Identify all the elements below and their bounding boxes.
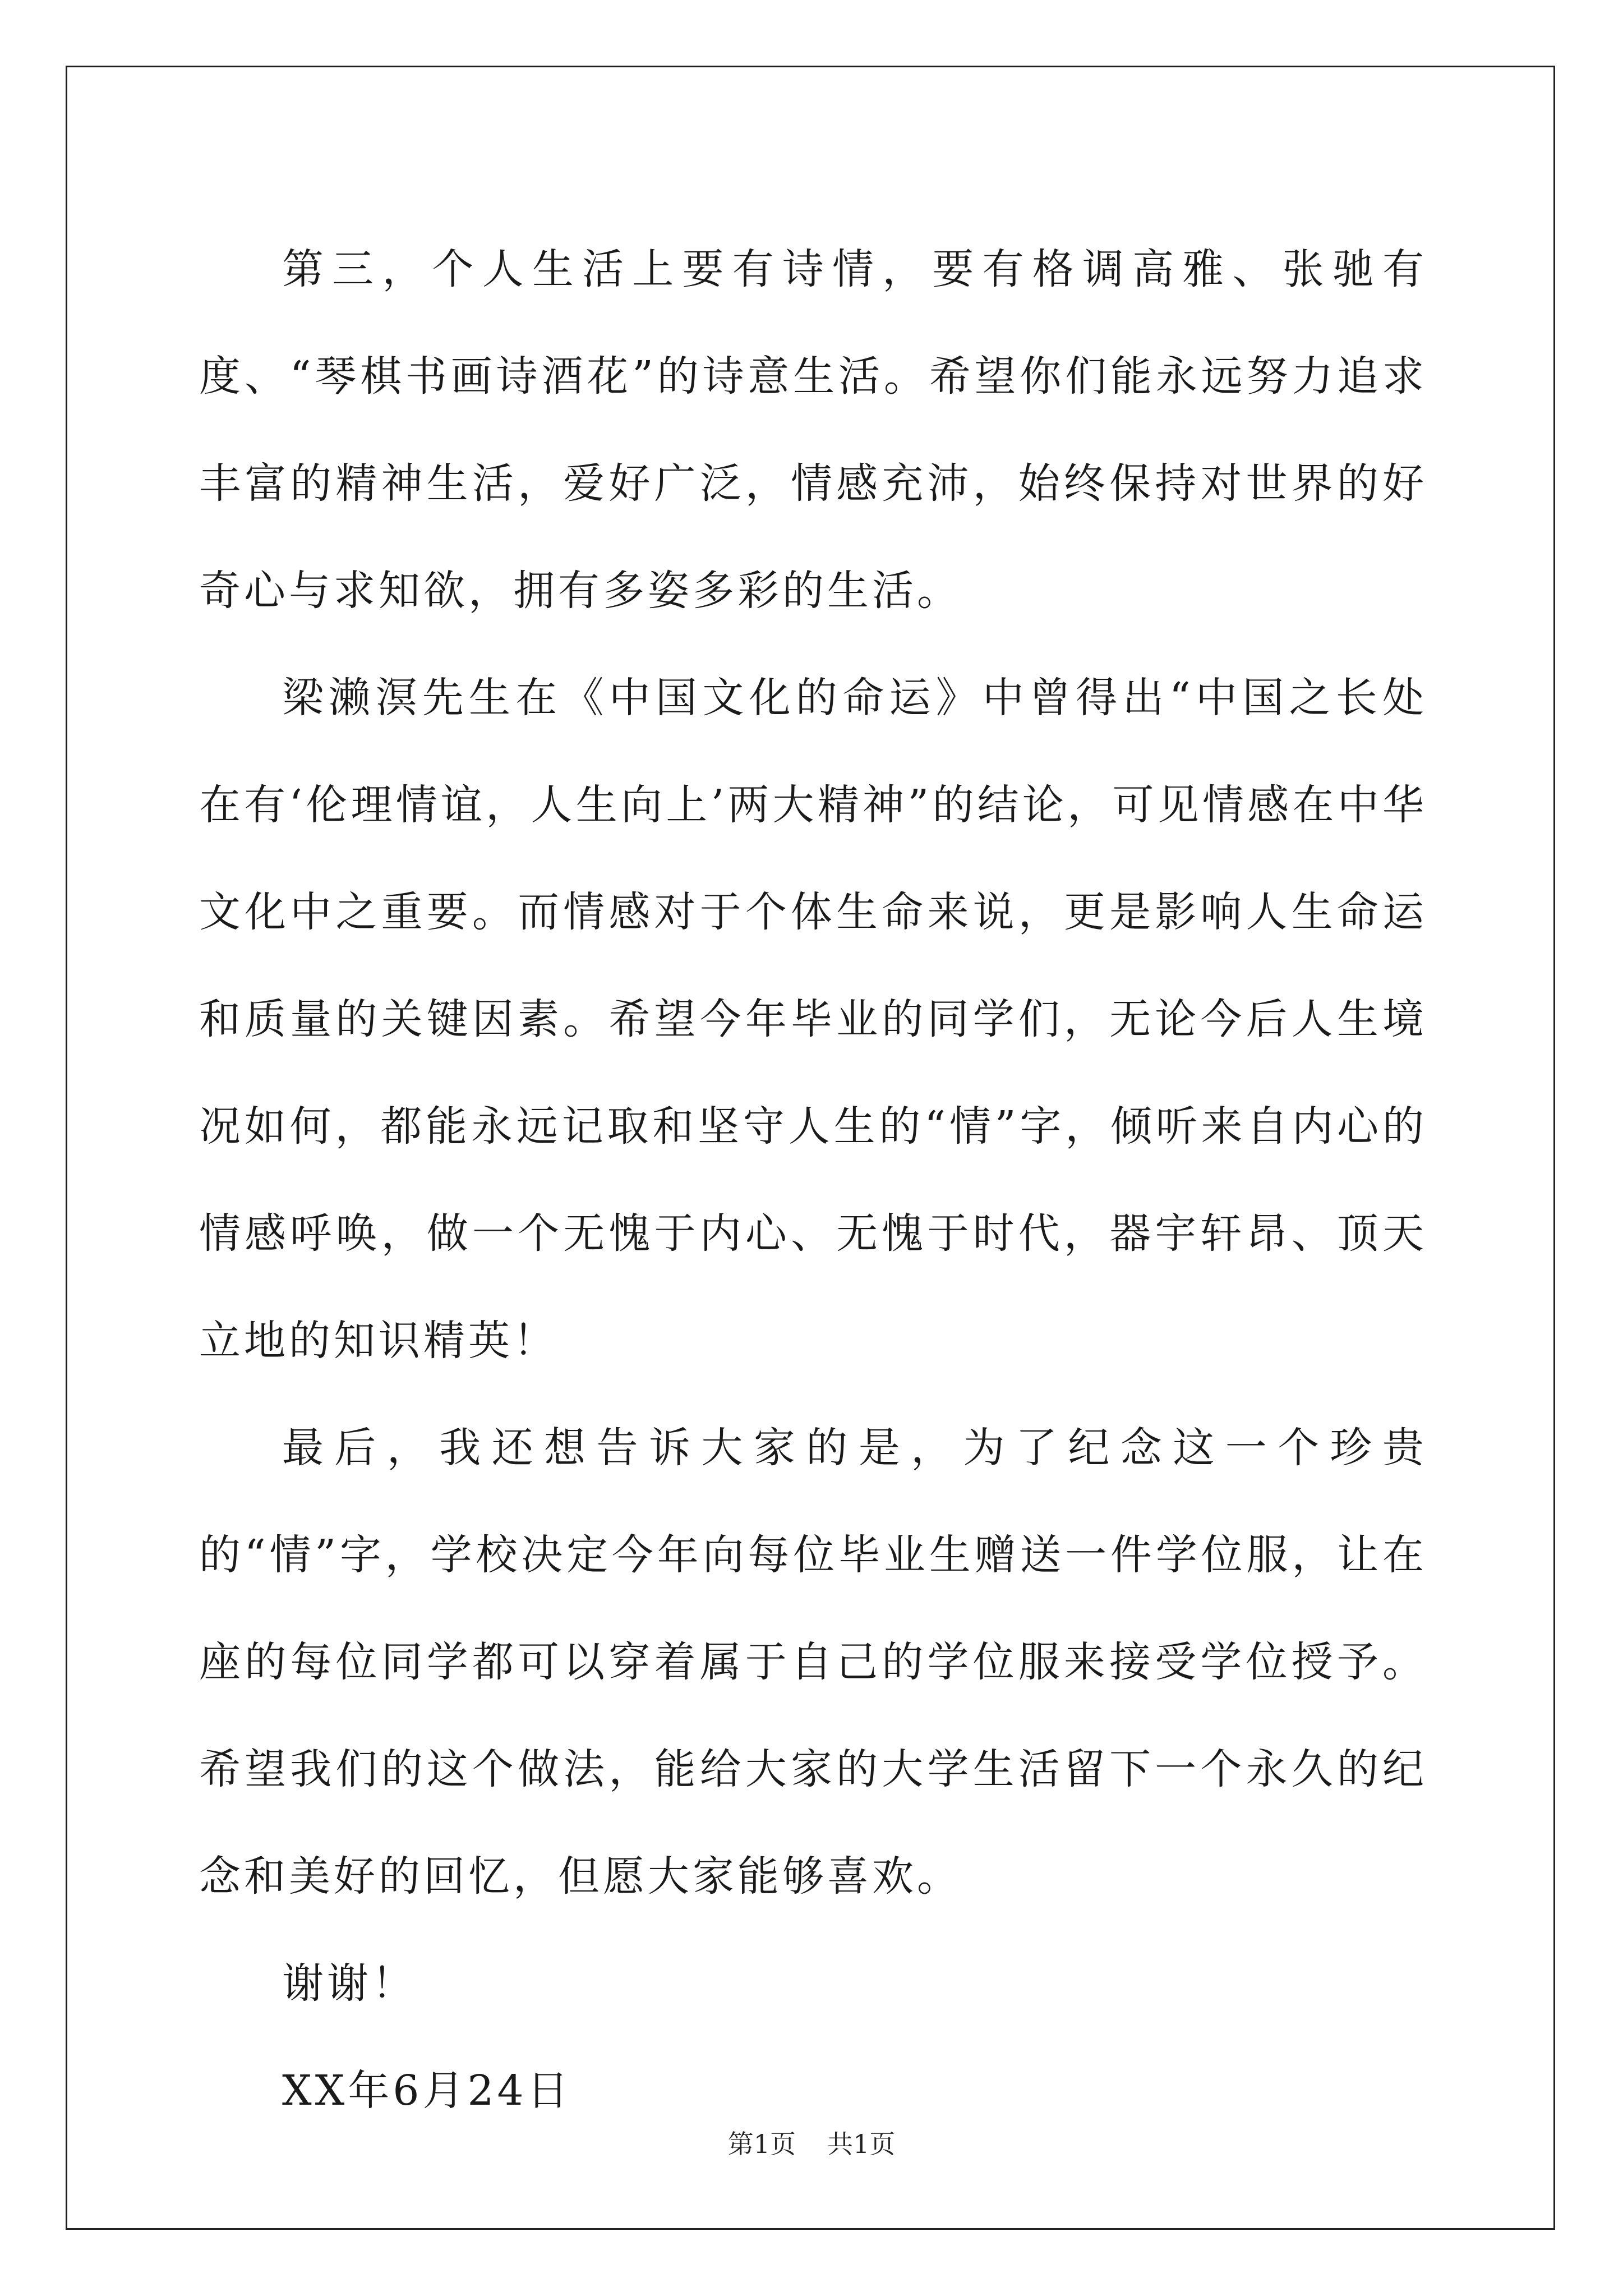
- document-body: [199, 216, 1427, 2145]
- page-number-current: 第1页: [727, 2129, 796, 2159]
- paragraph-1: 第三，个人生活上要有诗情，要有格调高雅、张驰有度、“琴棋书画诗酒花”的诗意生活。希望你们能永远努力追求丰富的精神生活，爱好广泛，情感充沛，始终保持对世界的好奇心与求知欲，拥有多姿多彩的生活。: [199, 245, 1427, 615]
- paragraph-2: 梁濑溟先生在《中国文化的命运》中曾得出“中国之长处在有‘伦理情谊，人生向上’两大精神”的结论，可见情感在中华文化中之重要。而情感对于个体生命来说，更是影响人生命运和质量的关键因素。希望今年毕业的同学们，无论今后人生境况如何，都能永远记取和坚守人生的“情”字，倾听来自内心的情感呼唤，做一个无愧于内心、无愧于时代，器宇轩昂、顶天立地的知识精英！: [199, 674, 1427, 1365]
- page-number-total: 共1页: [827, 2129, 896, 2159]
- paragraph-3: 最后，我还想告诉大家的是，为了纪念这一个珍贵的“情”字，学校决定今年向每位毕业生赠送一件学位服，让在座的每位同学都可以穿着属于自己的学位服来接受学位授予。希望我们的这个做法，能给大家的大学生活留下一个永久的纪念和美好的回忆，但愿大家能够喜欢。: [199, 1424, 1427, 1901]
- page-footer: [0, 2127, 1623, 2161]
- date-line: XX年6月24日: [282, 2067, 572, 2115]
- closing-thanks: 谢谢！: [282, 1959, 417, 2008]
